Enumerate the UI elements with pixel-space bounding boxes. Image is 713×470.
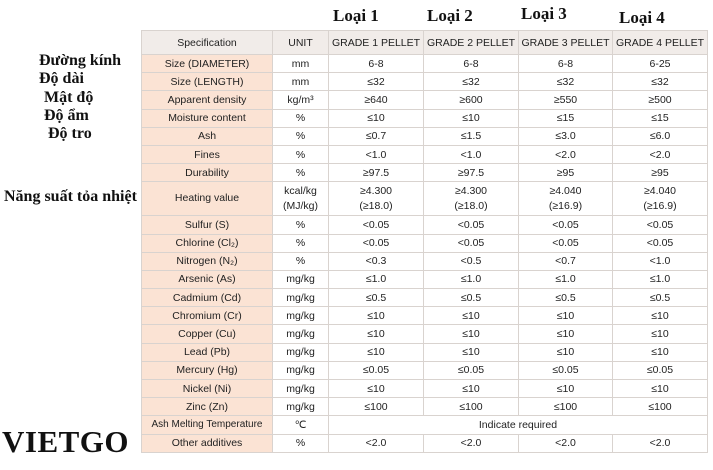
vn-label-length: Độ dài	[39, 70, 84, 87]
grade-4-label: Loại 4	[619, 8, 665, 27]
unit-cell: mg/kg	[273, 307, 329, 325]
value-cell: ≤32	[424, 73, 519, 91]
unit-cell: mg/kg	[273, 343, 329, 361]
value-line-1: ≥4.040	[549, 184, 582, 197]
value-cell: ≥500	[613, 91, 708, 109]
param-cell: Fines	[142, 145, 273, 163]
value-cell: <0.05	[329, 216, 424, 234]
value-cell: <2.0	[613, 434, 708, 452]
table-row	[142, 307, 708, 325]
unit-cell: mg/kg	[273, 380, 329, 398]
table-row	[142, 109, 708, 127]
value-cell: ≤100	[424, 398, 519, 416]
unit-line-2: (MJ/kg)	[283, 199, 318, 212]
value-line-1: ≥4.300	[454, 184, 488, 197]
table-row	[142, 289, 708, 307]
value-line-2: (≥16.9)	[643, 199, 677, 212]
table-body-main	[142, 55, 708, 182]
unit-cell: mm	[273, 55, 329, 73]
value-cell: ≤10	[424, 307, 519, 325]
param-cell: Size (LENGTH)	[142, 73, 273, 91]
value-cell: <0.7	[519, 252, 613, 270]
table-row-other-additives	[142, 434, 708, 452]
header-cell: GRADE 4 PELLET	[613, 31, 708, 55]
param-cell: Cadmium (Cd)	[142, 289, 273, 307]
vn-label-heating: Năng suất tỏa nhiệt	[4, 188, 137, 205]
value-cell: ≤10	[329, 380, 424, 398]
value-cell: ≤32	[519, 73, 613, 91]
value-line-1: ≥4.040	[643, 184, 677, 197]
unit-cell: %	[273, 145, 329, 163]
param-cell: Arsenic (As)	[142, 270, 273, 288]
value-cell	[329, 182, 424, 216]
param-cell: Other additives	[142, 434, 273, 452]
param-cell: Zinc (Zn)	[142, 398, 273, 416]
value-cell: ≤0.7	[329, 127, 424, 145]
value-cell: ≤0.5	[424, 289, 519, 307]
value-cell: <1.0	[329, 145, 424, 163]
value-cell	[424, 182, 519, 216]
value-cell: 6-8	[519, 55, 613, 73]
value-cell	[519, 182, 613, 216]
brand-logo-text: VIETGO	[2, 424, 130, 459]
value-cell: ≤1.5	[424, 127, 519, 145]
unit-cell: %	[273, 164, 329, 182]
value-cell: <0.05	[424, 216, 519, 234]
vn-label-moisture: Độ ẩm	[44, 107, 89, 124]
value-cell: ≥550	[519, 91, 613, 109]
value-cell	[613, 182, 708, 216]
param-cell: Mercury (Hg)	[142, 361, 273, 379]
value-cell: ≤10	[329, 343, 424, 361]
value-cell: ≥600	[424, 91, 519, 109]
unit-cell: %	[273, 127, 329, 145]
unit-cell: mg/kg	[273, 325, 329, 343]
value-cell: <0.05	[613, 216, 708, 234]
vn-label-density: Mật độ	[44, 89, 94, 106]
param-cell: Moisture content	[142, 109, 273, 127]
table-row	[142, 73, 708, 91]
value-cell: ≤15	[519, 109, 613, 127]
unit-cell: %	[273, 234, 329, 252]
header-cell: UNIT	[273, 31, 329, 55]
value-cell: ≤1.0	[329, 270, 424, 288]
value-cell: 6-25	[613, 55, 708, 73]
value-cell: <0.05	[329, 234, 424, 252]
unit-cell: %	[273, 252, 329, 270]
value-cell: ≤10	[519, 325, 613, 343]
value-cell: ≤3.0	[519, 127, 613, 145]
value-cell: <0.3	[329, 252, 424, 270]
value-cell-merged: Indicate required	[329, 416, 708, 434]
value-cell: ≤10	[613, 325, 708, 343]
unit-cell: mm	[273, 73, 329, 91]
header-cell: GRADE 1 PELLET	[329, 31, 424, 55]
value-cell: ≤0.5	[329, 289, 424, 307]
param-cell: Ash	[142, 127, 273, 145]
table-body-elements	[142, 216, 708, 416]
value-cell: ≤10	[613, 380, 708, 398]
header-row	[142, 31, 708, 55]
value-cell: ≤0.05	[519, 361, 613, 379]
header-cell: GRADE 3 PELLET	[519, 31, 613, 55]
value-cell: ≤10	[519, 380, 613, 398]
unit-cell: mg/kg	[273, 398, 329, 416]
table-row	[142, 91, 708, 109]
value-cell: <2.0	[519, 434, 613, 452]
value-cell: <0.5	[424, 252, 519, 270]
param-cell: Size (DIAMETER)	[142, 55, 273, 73]
value-cell: 6-8	[329, 55, 424, 73]
param-cell: Ash Melting Temperature	[142, 416, 273, 434]
header-cell: Specification	[142, 31, 273, 55]
value-cell: ≤0.05	[613, 361, 708, 379]
pellet-spec-table	[141, 30, 708, 453]
value-cell: ≤0.5	[613, 289, 708, 307]
param-cell: Heating value	[142, 182, 273, 216]
unit-cell: mg/kg	[273, 270, 329, 288]
table-row	[142, 325, 708, 343]
value-cell: ≤32	[329, 73, 424, 91]
value-cell: ≤6.0	[613, 127, 708, 145]
value-cell: ≤10	[329, 307, 424, 325]
value-line-2: (≥18.0)	[454, 199, 488, 212]
table-row	[142, 234, 708, 252]
value-cell: ≤1.0	[613, 270, 708, 288]
value-cell: <0.05	[613, 234, 708, 252]
value-cell: <0.05	[424, 234, 519, 252]
header-cell: GRADE 2 PELLET	[424, 31, 519, 55]
param-cell: Copper (Cu)	[142, 325, 273, 343]
value-cell: <2.0	[424, 434, 519, 452]
param-cell: Chlorine (Cl₂)	[142, 234, 273, 252]
table-row	[142, 270, 708, 288]
table-row	[142, 145, 708, 163]
vn-label-ash: Độ tro	[48, 125, 92, 142]
value-cell: <2.0	[519, 145, 613, 163]
param-cell: Lead (Pb)	[142, 343, 273, 361]
unit-cell: ℃	[273, 416, 329, 434]
vn-label-diameter: Đường kính	[39, 52, 122, 69]
value-cell: ≤32	[613, 73, 708, 91]
param-cell: Apparent density	[142, 91, 273, 109]
value-cell: ≥95	[613, 164, 708, 182]
table-row	[142, 127, 708, 145]
unit-cell: kg/m³	[273, 91, 329, 109]
value-cell: ≤10	[329, 325, 424, 343]
value-cell: ≤100	[613, 398, 708, 416]
value-cell: ≤10	[613, 307, 708, 325]
param-cell: Durability	[142, 164, 273, 182]
value-line-2: (≥18.0)	[359, 199, 393, 212]
value-line-2: (≥16.9)	[548, 199, 583, 212]
value-cell: ≥640	[329, 91, 424, 109]
unit-cell: mg/kg	[273, 289, 329, 307]
table-row	[142, 343, 708, 361]
value-cell: ≤100	[519, 398, 613, 416]
table-row	[142, 164, 708, 182]
value-cell: 6-8	[424, 55, 519, 73]
grade-3-label: Loại 3	[521, 4, 567, 23]
value-cell: ≤0.5	[519, 289, 613, 307]
grade-2-label: Loại 2	[427, 6, 473, 25]
grade-1-label: Loại 1	[333, 6, 379, 25]
value-cell: ≥97.5	[329, 164, 424, 182]
value-cell: ≤10	[424, 343, 519, 361]
value-cell: ≤1.0	[519, 270, 613, 288]
value-cell: <2.0	[613, 145, 708, 163]
unit-cell: mg/kg	[273, 361, 329, 379]
value-cell: <1.0	[424, 145, 519, 163]
value-cell: <1.0	[613, 252, 708, 270]
table-row-heating-value	[142, 182, 708, 216]
value-cell: ≤10	[519, 307, 613, 325]
table-body-heating	[142, 182, 708, 216]
value-cell: ≤15	[613, 109, 708, 127]
value-cell: <0.05	[519, 234, 613, 252]
table-body-footer	[142, 416, 708, 452]
value-cell: ≤10	[329, 109, 424, 127]
value-cell: ≤0.05	[424, 361, 519, 379]
table-row	[142, 216, 708, 234]
param-cell: Nickel (Ni)	[142, 380, 273, 398]
value-cell: ≤10	[519, 343, 613, 361]
value-cell: ≤10	[424, 325, 519, 343]
value-cell: ≥95	[519, 164, 613, 182]
value-cell: ≤1.0	[424, 270, 519, 288]
table-row	[142, 398, 708, 416]
unit-cell: %	[273, 216, 329, 234]
value-line-1: ≥4.300	[359, 184, 393, 197]
table-row	[142, 252, 708, 270]
value-cell: <2.0	[329, 434, 424, 452]
unit-line-1: kcal/kg	[284, 184, 317, 197]
value-cell: ≤10	[424, 109, 519, 127]
value-cell: ≥97.5	[424, 164, 519, 182]
unit-cell: %	[273, 109, 329, 127]
value-cell: ≤100	[329, 398, 424, 416]
param-cell: Sulfur (S)	[142, 216, 273, 234]
table-row	[142, 380, 708, 398]
table-row	[142, 361, 708, 379]
param-cell: Chromium (Cr)	[142, 307, 273, 325]
table-row-ash-melting	[142, 416, 708, 434]
value-cell: ≤10	[424, 380, 519, 398]
param-cell: Nitrogen (N₂)	[142, 252, 273, 270]
unit-cell: %	[273, 434, 329, 452]
value-cell: ≤10	[613, 343, 708, 361]
table-row	[142, 55, 708, 73]
value-cell: ≤0.05	[329, 361, 424, 379]
value-cell: <0.05	[519, 216, 613, 234]
unit-cell	[273, 182, 329, 216]
